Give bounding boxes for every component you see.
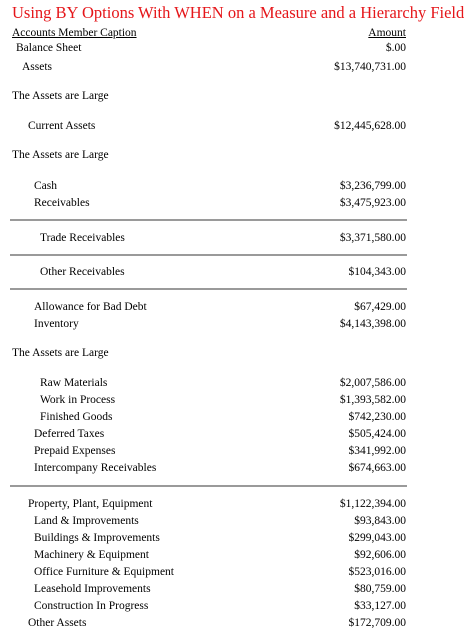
report-row bbox=[0, 119, 417, 134]
row-amount: $4,143,398.00 bbox=[339, 318, 406, 330]
section-divider bbox=[10, 219, 407, 221]
row-amount: $172,709.00 bbox=[348, 617, 406, 629]
report-row bbox=[0, 548, 417, 563]
report-title: Using BY Options With WHEN on a Measure and a Hierarchy Field bbox=[12, 3, 464, 22]
row-amount: $67,429.00 bbox=[354, 301, 406, 313]
row-label: Finished Goods bbox=[40, 411, 113, 423]
row-label: Intercompany Receivables bbox=[34, 462, 157, 474]
condition-message: The Assets are Large bbox=[12, 347, 109, 359]
row-amount: $80,759.00 bbox=[354, 583, 406, 595]
report-row bbox=[0, 60, 417, 75]
report-row bbox=[0, 616, 417, 631]
row-label: Leasehold Improvements bbox=[34, 583, 151, 595]
row-amount: $93,843.00 bbox=[354, 515, 406, 527]
report-row bbox=[0, 410, 417, 425]
row-label: Trade Receivables bbox=[40, 232, 125, 244]
row-label: Prepaid Expenses bbox=[34, 445, 116, 457]
report-row bbox=[0, 599, 417, 614]
row-amount: $.00 bbox=[385, 42, 406, 54]
row-amount: $742,230.00 bbox=[348, 411, 406, 423]
row-label: Raw Materials bbox=[40, 377, 108, 389]
report-row bbox=[0, 179, 417, 194]
condition-message: The Assets are Large bbox=[12, 90, 109, 102]
condition-message: The Assets are Large bbox=[12, 149, 109, 161]
report-row bbox=[0, 427, 417, 442]
row-amount: $299,043.00 bbox=[348, 532, 406, 544]
caption-column-header: Accounts Member Caption bbox=[12, 27, 137, 39]
row-label: Work in Process bbox=[40, 394, 116, 406]
row-label: Inventory bbox=[34, 318, 79, 330]
row-amount: $12,445,628.00 bbox=[334, 120, 406, 132]
report-row bbox=[0, 444, 417, 459]
row-label: Current Assets bbox=[28, 120, 96, 132]
row-amount: $341,992.00 bbox=[348, 445, 406, 457]
report-row bbox=[0, 461, 417, 476]
row-label: Buildings & Improvements bbox=[34, 532, 160, 544]
row-amount: $1,393,582.00 bbox=[339, 394, 406, 406]
row-label: Allowance for Bad Debt bbox=[34, 301, 147, 313]
report-row bbox=[0, 317, 417, 332]
row-label: Other Assets bbox=[28, 617, 87, 629]
row-label: Office Furniture & Equipment bbox=[34, 566, 174, 578]
report-row bbox=[0, 565, 417, 580]
section-divider bbox=[10, 288, 407, 290]
report-row bbox=[0, 300, 417, 315]
report-row bbox=[0, 196, 417, 211]
row-label: Land & Improvements bbox=[34, 515, 139, 527]
amount-column-header: Amount bbox=[368, 27, 406, 39]
row-amount: $505,424.00 bbox=[348, 428, 406, 440]
row-label: Deferred Taxes bbox=[34, 428, 105, 440]
section-divider bbox=[10, 485, 407, 487]
report-row bbox=[0, 393, 417, 408]
report-row bbox=[0, 231, 417, 246]
row-amount: $1,122,394.00 bbox=[339, 498, 406, 510]
row-label: Balance Sheet bbox=[16, 42, 82, 54]
report-row bbox=[0, 41, 417, 56]
row-label: Construction In Progress bbox=[34, 600, 149, 612]
row-label: Property, Plant, Equipment bbox=[28, 498, 153, 510]
section-divider bbox=[10, 254, 407, 256]
row-label: Receivables bbox=[34, 197, 90, 209]
report-row bbox=[0, 265, 417, 280]
report-row bbox=[0, 376, 417, 391]
row-amount: $2,007,586.00 bbox=[339, 377, 406, 389]
row-label: Assets bbox=[22, 61, 53, 73]
row-amount: $3,371,580.00 bbox=[339, 232, 406, 244]
row-amount: $104,343.00 bbox=[348, 266, 406, 278]
row-label: Other Receivables bbox=[40, 266, 125, 278]
row-amount: $523,016.00 bbox=[348, 566, 406, 578]
report-row bbox=[0, 582, 417, 597]
report-row bbox=[0, 514, 417, 529]
row-amount: $33,127.00 bbox=[354, 600, 406, 612]
report-row bbox=[0, 531, 417, 546]
row-amount: $92,606.00 bbox=[354, 549, 406, 561]
row-amount: $674,663.00 bbox=[348, 462, 406, 474]
row-label: Machinery & Equipment bbox=[34, 549, 149, 561]
report-row bbox=[0, 497, 417, 512]
row-label: Cash bbox=[34, 180, 57, 192]
row-amount: $13,740,731.00 bbox=[334, 61, 406, 73]
row-amount: $3,475,923.00 bbox=[339, 197, 406, 209]
row-amount: $3,236,799.00 bbox=[339, 180, 406, 192]
